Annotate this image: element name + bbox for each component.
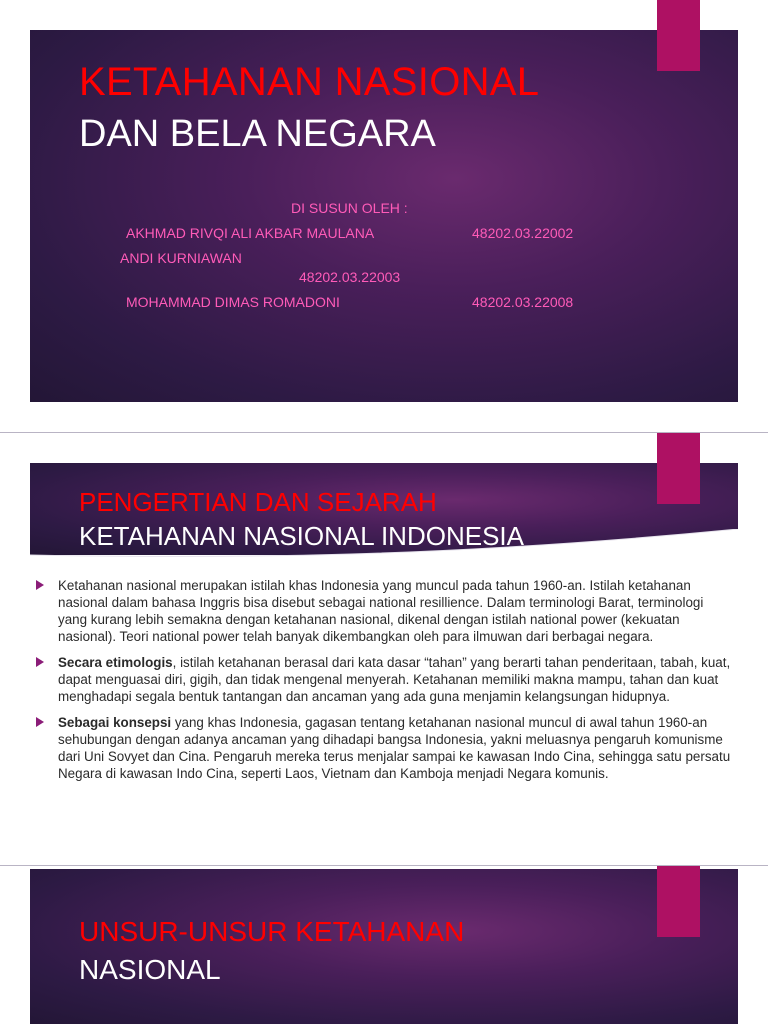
member-3-id: 48202.03.22008: [472, 294, 574, 310]
member-2-id: 48202.03.22003: [299, 269, 401, 285]
slide-2-heading-line2: KETAHANAN NASIONAL INDONESIA: [79, 521, 524, 551]
bullet-arrow-icon: [36, 657, 44, 667]
bullet-3-lead: Sebagai konsepsi: [58, 715, 172, 730]
slide-1-title-line2: DAN BELA NEGARA: [79, 113, 436, 155]
slide-1-title-line1: KETAHANAN NASIONAL: [79, 60, 540, 104]
bullet-2-text: , istilah ketahanan berasal dari kata dasar “tahan” yang berarti tahan penderitaan, tabah, kuat, dapat menguasai diri, gigih, dan tidak mengenal menyerah. Ketahanan memiliki makna mampu, tahan dan kuat menghadapi segala bentuk tantangan dan ancaman yang ada guna menjamin kelangsungan hidupnya.: [58, 655, 731, 704]
bullet-3-text: yang khas Indonesia, gagasan tentang ketahanan nasional muncul di awal tahun 1960-an sehubungan dengan adanya ancaman yang dihadapi bangsa Indonesia, yakni meluasnya pengaruh komunisme dari Uni Sovyet dan Cina. Pengaruh mereka terus menjalar sampai ke kawasan Indo Cina, sehingga satu persatu Negara di kawasan Indo Cina, seperti Laos, Vietnam dan Kamboja menjadi Negara komunis.: [58, 715, 731, 781]
bullet-item-3: [36, 714, 736, 782]
by-label: DI SUSUN OLEH :: [291, 200, 408, 216]
bullet-arrow-icon: [36, 580, 44, 590]
slide-2-heading-line1: PENGERTIAN DAN SEJARAH: [79, 487, 437, 517]
bullet-arrow-icon: [36, 717, 44, 727]
member-3-name: MOHAMMAD DIMAS ROMADONI: [126, 294, 340, 310]
member-2-name: ANDI KURNIAWAN: [120, 250, 242, 266]
bullet-item-2: [36, 654, 736, 705]
slide-3-heading-line2: NASIONAL: [79, 954, 221, 985]
member-1-name: AKHMAD RIVQI ALI AKBAR MAULANA: [126, 225, 375, 241]
bullet-1-text: Ketahanan nasional merupakan istilah khas Indonesia yang muncul pada tahun 1960-an. Istilah ketahanan nasional dalam bahasa Inggris bisa disebut sebagai national resillience. Dalam terminologi Barat, terminologi yang kurang lebih semakna dengan ketahanan nasional, dikenal dengan istilah national power (kekuatan nasional). Teori national power telah banyak dikembangkan oleh para ilmuwan dari berbagai negara.: [58, 578, 704, 644]
bullet-2-lead: Secara etimologis: [58, 655, 173, 670]
member-1-id: 48202.03.22002: [472, 225, 574, 241]
slide-3-accent-tab: [657, 866, 700, 937]
slide-3-heading-line1: UNSUR-UNSUR KETAHANAN: [79, 916, 465, 947]
bullet-item-1: [36, 577, 736, 645]
slide-2: [0, 433, 768, 865]
slide-2-bullet-list: [36, 577, 736, 791]
slide-2-accent-tab: [657, 433, 700, 504]
slide-3: [0, 866, 768, 1024]
slide-1-accent-tab: [657, 0, 700, 71]
slide-1: [0, 0, 768, 432]
